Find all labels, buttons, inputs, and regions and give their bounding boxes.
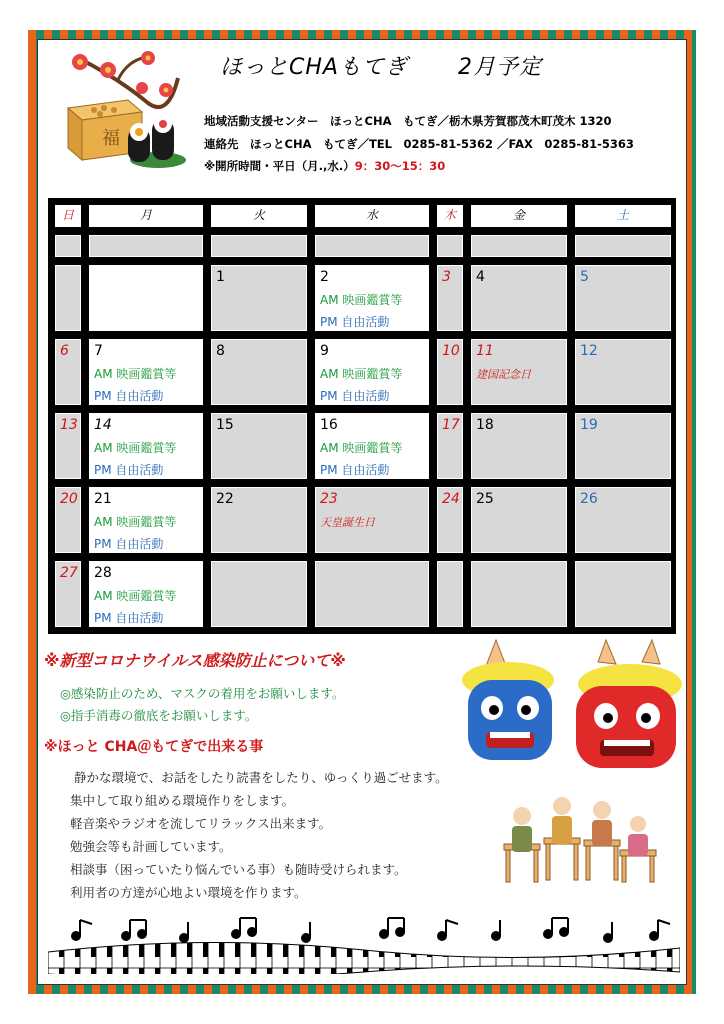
day-number: 21 — [94, 491, 112, 507]
info-address: 地域活動支援センター ほっとCHA もてぎ／栃木県芳賀郡茂木町茂木 1320 — [204, 114, 612, 128]
activity-item: 軽音楽やラジオを流してリラックス出来ます。 — [70, 816, 332, 831]
day-cell — [573, 411, 673, 481]
spacer-cell — [469, 233, 569, 259]
event-pm: PM 自由活動 — [320, 463, 390, 477]
day-cell — [209, 337, 309, 407]
day-cell — [53, 485, 83, 555]
weekday-sat: 土 — [573, 203, 673, 229]
info-hours — [204, 158, 445, 174]
event-am: AM 映画鑑賞等 — [320, 441, 403, 455]
day-cell — [573, 263, 673, 333]
weekday-sun: 日 — [53, 203, 83, 229]
day-cell — [313, 263, 431, 333]
day-number: 27 — [60, 565, 78, 581]
title-text: ほっとCHAもてぎ — [220, 55, 408, 80]
day-cell — [469, 337, 569, 407]
day-number: 11 — [476, 343, 494, 359]
svg-text:福: 福 — [102, 128, 120, 149]
day-number: 23 — [320, 491, 338, 507]
event-pm: PM 自由活動 — [94, 389, 164, 403]
day-number: 15 — [216, 417, 234, 433]
day-cell — [209, 559, 309, 629]
event-am: AM 映画鑑賞等 — [320, 367, 403, 381]
spacer-cell — [53, 233, 83, 259]
day-cell — [53, 559, 83, 629]
day-cell — [573, 559, 673, 629]
day-number: 1 — [216, 269, 225, 285]
plum-blossom-icon — [72, 51, 178, 107]
day-cell — [435, 263, 465, 333]
day-number: 5 — [580, 269, 589, 285]
day-number: 3 — [442, 269, 451, 285]
activity-item: 相談事（困っていたり悩んでいる事）も随時受けられます。 — [70, 862, 407, 877]
day-number: 4 — [476, 269, 485, 285]
day-number: 25 — [476, 491, 494, 507]
info-contact: 連絡先 ほっとCHA もてぎ／TEL 0285-81-5362 ／FAX 0285-81-5363 — [204, 137, 634, 151]
day-cell — [53, 263, 83, 333]
corona-note: ◎感染防止のため、マスクの着用をお願いします。 — [60, 686, 345, 701]
weekday-mon: 月 — [87, 203, 205, 229]
day-number: 9 — [320, 343, 329, 359]
seniors-icon — [500, 794, 660, 886]
holiday-label: 天皇誕生日 — [320, 516, 375, 529]
day-cell — [469, 263, 569, 333]
day-cell — [209, 485, 309, 555]
day-cell — [87, 411, 205, 481]
day-number: 6 — [60, 343, 69, 359]
oni-illustration — [458, 636, 684, 772]
holiday-label: 建国記念日 — [476, 368, 531, 381]
day-number: 28 — [94, 565, 112, 581]
event-pm: PM 自由活動 — [94, 611, 164, 625]
day-cell — [435, 337, 465, 407]
spacer-cell — [435, 233, 465, 259]
day-cell — [209, 263, 309, 333]
red-oni-icon — [576, 640, 682, 768]
day-cell — [87, 337, 205, 407]
page-title — [220, 50, 542, 81]
day-cell — [209, 411, 309, 481]
event-pm: PM 自由活動 — [320, 389, 390, 403]
day-number: 2 — [320, 269, 329, 285]
day-number: 7 — [94, 343, 103, 359]
day-number: 14 — [94, 417, 112, 433]
spacer-cell — [209, 233, 309, 259]
day-number: 16 — [320, 417, 338, 433]
spacer-cell — [87, 233, 205, 259]
event-am: AM 映画鑑賞等 — [320, 293, 403, 307]
day-cell — [87, 559, 205, 629]
day-cell — [469, 559, 569, 629]
day-cell — [313, 337, 431, 407]
event-am: AM 映画鑑賞等 — [94, 367, 177, 381]
day-cell — [573, 337, 673, 407]
blue-oni-icon — [462, 640, 554, 760]
day-cell — [87, 263, 205, 333]
weekday-wed: 水 — [313, 203, 431, 229]
day-number: 19 — [580, 417, 598, 433]
weekday-fri: 金 — [469, 203, 569, 229]
day-number: 22 — [216, 491, 234, 507]
day-number: 24 — [442, 491, 460, 507]
day-cell — [435, 559, 465, 629]
event-pm: PM 自由活動 — [94, 463, 164, 477]
piano-keys-icon — [48, 916, 680, 974]
activity-item: 利用者の方達が心地よい環境を作ります。 — [70, 885, 307, 900]
corona-heading: ※新型コロナウイルス感染防止について※ — [44, 651, 346, 670]
day-number: 18 — [476, 417, 494, 433]
info-hours-value: 9：30～15：30 — [354, 159, 446, 173]
activity-item: 勉強会等も計画しています。 — [70, 839, 232, 854]
day-number: 17 — [442, 417, 460, 433]
day-cell — [435, 485, 465, 555]
activity-item: 静かな環境で、お話をしたり読書をしたり、ゆっくり過ごせます。 — [74, 770, 448, 785]
weekday-tue: 火 — [209, 203, 309, 229]
day-number: 8 — [216, 343, 225, 359]
day-cell — [313, 411, 431, 481]
activity-item: 集中して取り組める環境作りをします。 — [70, 793, 295, 808]
day-cell — [469, 411, 569, 481]
day-number: 20 — [60, 491, 78, 507]
corona-note: ◎指手消毒の徹底をお願いします。 — [60, 708, 258, 723]
spacer-cell — [313, 233, 431, 259]
event-pm: PM 自由活動 — [320, 315, 390, 329]
day-cell — [313, 485, 431, 555]
event-am: AM 映画鑑賞等 — [94, 589, 177, 603]
setsubun-illustration — [58, 48, 188, 173]
event-pm: PM 自由活動 — [94, 537, 164, 551]
day-number: 10 — [442, 343, 460, 359]
activities-heading: ※ほっと CHA＠もてぎで出来る事 — [44, 739, 264, 755]
day-cell — [469, 485, 569, 555]
day-cell — [53, 337, 83, 407]
day-cell — [435, 411, 465, 481]
day-number: 13 — [60, 417, 78, 433]
title-month: 2月予定 — [457, 55, 542, 80]
weekday-thu: 木 — [435, 203, 465, 229]
day-cell — [573, 485, 673, 555]
info-hours-label: ※開所時間・平日（月.,水.） — [204, 159, 355, 173]
spacer-cell — [573, 233, 673, 259]
event-am: AM 映画鑑賞等 — [94, 441, 177, 455]
day-cell — [313, 559, 431, 629]
day-cell — [53, 411, 83, 481]
calendar — [48, 198, 676, 634]
day-cell — [87, 485, 205, 555]
day-number: 12 — [580, 343, 598, 359]
day-number: 26 — [580, 491, 598, 507]
event-am: AM 映画鑑賞等 — [94, 515, 177, 529]
